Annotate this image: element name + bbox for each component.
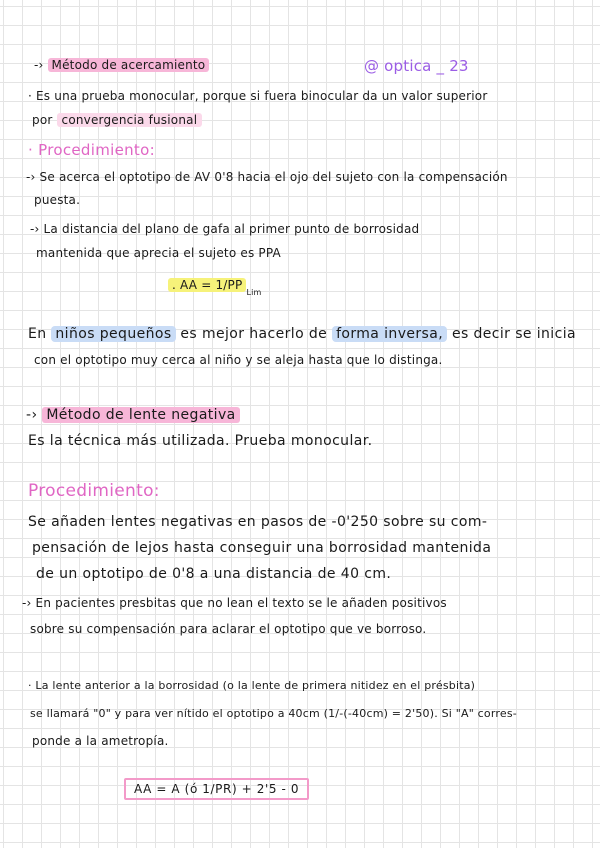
section2-title-text: Método de lente negativa (42, 407, 239, 423)
note-end: es decir se inicia (451, 326, 576, 342)
p3-line-2: se llamará "0" y para ver nítido el optotipo a 40cm (1/-(-40cm) = 2'50). Si "A" corres- (30, 707, 517, 720)
formula-amplitude-lente-negativa: AA = A (ó 1/PR) + 2'5 - 0 (124, 778, 309, 800)
highlight-ninos: niños pequeños (51, 326, 175, 342)
note-line-2: con el optotipo muy cerca al niño y se aleja hasta que lo distinga. (34, 353, 443, 367)
note-mid: es mejor hacerlo de (180, 326, 328, 342)
procedure-title-1: · Procedimiento: (28, 141, 155, 159)
section2-title (26, 407, 240, 423)
intro-line-1: · Es una prueba monocular, porque si fuera binocular da un valor superior (28, 89, 488, 103)
p1-line-3: de un optotipo de 0'8 a una distancia de 40 cm. (36, 566, 392, 582)
note-start: En (28, 326, 47, 342)
p2-line-2: sobre su compensación para aclarar el optotipo que ve borroso. (30, 622, 427, 636)
highlight-forma-inversa: forma inversa, (332, 326, 447, 342)
author-tag: @ optica _ 23 (364, 57, 469, 75)
p2-line-1: -› En pacientes presbitas que no lean el texto se le añaden positivos (22, 596, 447, 610)
formula-amplitude-main: . AA = 1/PP (168, 278, 246, 292)
step1-line-1: -› Se acerca el optotipo de AV 0'8 hacia el ojo del sujeto con la compensación (26, 170, 508, 184)
step1-line-2: puesta. (34, 193, 81, 207)
intro-line-2-prefix: por (32, 113, 53, 127)
p3-line-1: · La lente anterior a la borrosidad (o la lente de primera nitidez en el présbita) (28, 679, 476, 692)
formula-amplitude-sub: Lim (246, 288, 262, 297)
intro-line-2 (32, 113, 202, 127)
p1-line-2: pensación de lejos hasta conseguir una borrosidad mantenida (32, 540, 492, 556)
highlight-convergencia: convergencia fusional (57, 113, 203, 127)
step2-line-2: mantenida que aprecia el sujeto es PPA (36, 246, 281, 260)
section2-intro: Es la técnica más utilizada. Prueba monocular. (28, 433, 373, 449)
arrow-icon: -› (26, 407, 38, 423)
procedure-title-2: Procedimiento: (28, 481, 160, 501)
formula-amplitude (168, 278, 262, 297)
section1-title-text: Método de acercamiento (48, 58, 210, 72)
section1-title (34, 58, 209, 72)
step2-line-1: -› La distancia del plano de gafa al primer punto de borrosidad (30, 222, 420, 236)
note-line-1 (28, 326, 576, 342)
p3-line-3: ponde a la ametropía. (32, 734, 169, 748)
p1-line-1: Se añaden lentes negativas en pasos de -0'250 sobre su com- (28, 514, 488, 530)
arrow-icon: -› (34, 58, 44, 72)
